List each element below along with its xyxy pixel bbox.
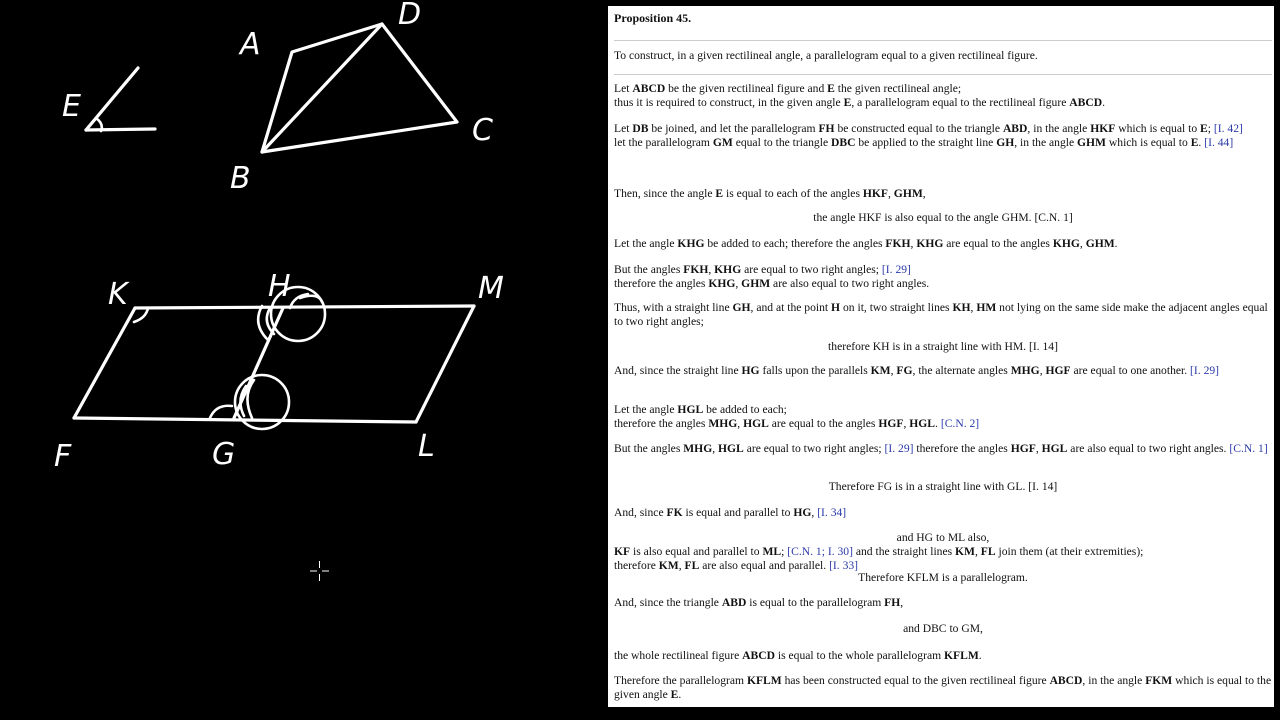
para-4: the angle HKF is also equal to the angle GHM. [C.N. 1] <box>813 211 1073 224</box>
geometry-canvas[interactable] <box>0 0 608 720</box>
divider <box>614 74 1272 75</box>
side-km <box>135 306 474 308</box>
para-7: Thus, with a straight line GH, and at the point H on it, two straight lines KH, HM not lying on the same side make the adjacent angles equal to two right angles; <box>614 301 1268 328</box>
quadrilateral-abcd <box>262 24 457 152</box>
label-e: E <box>62 89 81 124</box>
figure-abcd <box>262 24 457 152</box>
para-12: Therefore FG is in a straight line with GL. [I. 14] <box>828 480 1058 493</box>
para-2: Let DB be joined, and let the parallelogram FH be constructed equal to the triangle ABD, in the angle HKF which is equal to E; [I. 42] let the parallelogram GM equal to the triangle DBC be applied to the straight line GH, in the angle GHM which is equal to E. [I. 44] <box>614 122 1243 149</box>
label-c: C <box>472 113 493 148</box>
para-5: Let the angle KHG be added to each; therefore the angles FKH, KHG are equal to the angles KHG, GHM. <box>614 237 1118 250</box>
enunciation: To construct, in a given rectilineal angle, a parallelogram equal to a given rectilineal figure. <box>614 49 1038 62</box>
para-15: KF is also equal and parallel to ML; [C.N. 1; I. 30] and the straight lines KM, FL join them (at their extremities); therefore KM, FL are also equal and parallel. [I. 33] <box>614 545 1144 572</box>
para-6: But the angles FKH, KHG are equal to two right angles; [I. 29] therefore the angles KHG, GHM are also equal to two right angles. <box>614 263 930 290</box>
proposition-text-panel <box>608 6 1274 707</box>
para-1: Let ABCD be the given rectilineal figure and E the given rectilineal angle; thus it is required to construct, in the given angle E, a parallelogram equal to the rectilineal figure ABCD. <box>614 82 1106 109</box>
label-g: G <box>212 437 236 472</box>
label-l: L <box>418 429 435 464</box>
para-10: Let the angle HGL be added to each; therefore the angles MHG, HGL are equal to the angles HGF, HGL. [C.N. 2] <box>614 403 980 430</box>
para-14: and HG to ML also, <box>896 531 990 544</box>
para-11: But the angles MHG, HGL are equal to two right angles; [I. 29] therefore the angles HGF, HGL are also equal to two right angles. [C.N. 1] <box>614 442 1268 455</box>
label-h: H <box>268 269 291 304</box>
para-16: Therefore KFLM is a parallelogram. <box>858 571 1028 584</box>
para-17: And, since the triangle ABD is equal to the parallelogram FH, <box>614 596 904 609</box>
label-m: M <box>478 271 504 306</box>
proposition-title: Proposition 45. <box>614 11 692 25</box>
side-ml <box>416 306 474 422</box>
para-20: Therefore the parallelogram KFLM has been constructed equal to the given rectilineal figure ABCD, in the angle FKM which is equal to the given angle E. <box>614 674 1272 701</box>
angle-k-arc <box>134 308 148 322</box>
angle-e-ray-lower <box>86 129 155 130</box>
divider <box>614 40 1272 41</box>
para-8: therefore KH is in a straight line with HM. [I. 14] <box>828 340 1058 353</box>
angle-e-ray-upper <box>86 68 138 130</box>
side-kf <box>74 308 135 418</box>
label-f: F <box>54 439 72 474</box>
para-13: And, since FK is equal and parallel to HG, [I. 34] <box>614 506 847 519</box>
para-9: And, since the straight line HG falls upon the parallels KM, FG, the alternate angles MHG, HGF are equal to one another. [I. 29] <box>614 364 1220 377</box>
label-b: B <box>230 161 251 196</box>
angle-e-figure <box>86 68 155 131</box>
crosshair-cursor-icon <box>310 561 329 581</box>
para-19: the whole rectilineal figure ABCD is equal to the whole parallelogram KFLM. <box>614 649 982 662</box>
label-a: A <box>240 27 261 62</box>
label-k: K <box>108 277 128 312</box>
parallelogram-kflm <box>74 287 474 429</box>
para-18: and DBC to GM, <box>903 622 983 635</box>
label-d: D <box>398 0 422 32</box>
para-3: Then, since the angle E is equal to each of the angles HKF, GHM, <box>614 187 926 200</box>
